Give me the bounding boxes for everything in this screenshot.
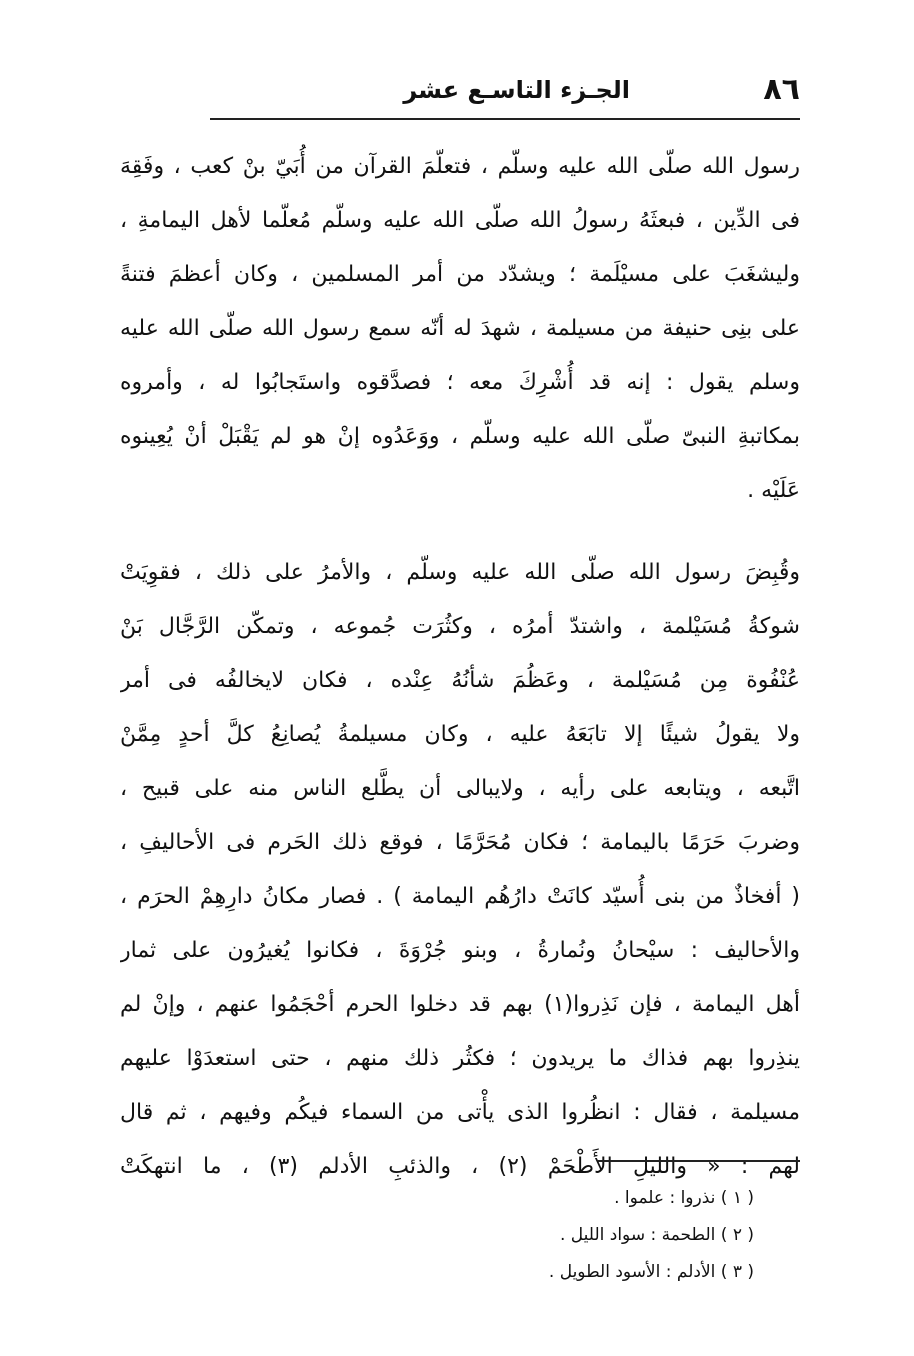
text-line: شوكةُ مُسَيْلمة ، واشتدّ أمرُه ، وكثُرَت جُموعه ، وتمكّن الرَّجَّال بَنْ [120, 614, 800, 639]
text-line: مسيلمة ، فقال : انظُروا الذى يأْتى من السماء فيكُم وفيهم ، ثم قال [120, 1100, 800, 1125]
text-line: ينذِروا بهم فذاك ما يريدون ؛ فكثُر ذلك منهم ، حتى استعدَوْا عليهم [120, 1046, 800, 1071]
text-line: ولا يقولُ شيئًا إلا تابَعَهُ عليه ، وكان مسيلمةُ يُصانِعُ كلَّ أحدٍ مِمَّنْ [120, 722, 800, 747]
paragraph [120, 546, 800, 1194]
text-line: بمكاتبةِ النبىّ صلّى الله عليه وسلّم ، ووَعَدُوه إنْ هو لم يَقْبَلْ أنْ يُعِينوه [120, 424, 800, 449]
footnote-divider [598, 1160, 800, 1162]
text-line: لهم : « والليلِ الأَطْحَمْ (٢) ، والذئبِ الأدلم (٣) ، ما انتهكَتْ [120, 1154, 800, 1179]
page-number: ٨٦ [763, 72, 800, 107]
footnote: ( ٣ ) الأدلم : الأسود الطويل . [548, 1262, 754, 1282]
paragraph [120, 140, 800, 518]
footnote: ( ١ ) نذروا : علموا . [614, 1188, 754, 1208]
text-line: ( أفخاذٌ من بنى أُسيّد كانَتْ دارُهُم اليمامة ) . فصار مكانُ دارِهِمْ الحرَم ، [120, 884, 800, 909]
main-text [120, 140, 800, 1194]
text-line: عَلَيْه . [747, 478, 800, 503]
text-line: رسول الله صلّى الله عليه وسلّم ، فتعلّمَ القرآن من أُبَيّ بنْ كعب ، وفَقِهَ [120, 154, 800, 179]
text-line: على بنِى حنيفة من مسيلمة ، شهدَ له أنّه سمع رسول الله صلّى الله عليه [120, 316, 800, 341]
footnotes [254, 1180, 754, 1291]
text-line: أهل اليمامة ، فإن نَذِروا(١) بهم قد دخلوا الحرم أحْجَمُوا عنهم ، وإنْ لم [120, 992, 800, 1017]
text-line: وليشغَبَ على مسيْلَمة ؛ ويشدّد من أمر المسلمين ، وكان أعظمَ فتنةً [120, 262, 800, 287]
page-header [205, 70, 800, 118]
text-line: وقُبِضَ رسول الله صلّى الله عليه وسلّم ، والأمرُ على ذلك ، فقوِيَتْ [120, 560, 800, 585]
text-line: وضربَ حَرَمًا باليمامة ؛ فكان مُحَرَّمًا ، فوقع ذلك الحَرم فى الأحاليفِ ، [120, 830, 800, 855]
text-line: فى الدِّين ، فبعثَهُ رسولُ الله صلّى الله عليه وسلّم مُعلّما لأهل اليمامةِ ، [120, 208, 800, 233]
text-line: والأحاليف : سيْحانُ ونُمارةُ ، وبنو جُرْوَةَ ، فكانوا يُغيرُون على ثمار [120, 938, 800, 963]
footnote: ( ٢ ) الطحمة : سواد الليل . [560, 1225, 754, 1245]
text-line: وسلم يقول : إنه قد أُشْرِكَ معه ؛ فصدَّقوه واستَجابُوا له ، وأمروه [120, 370, 800, 395]
text-line: عُنْفُوة مِن مُسَيْلمة ، وعَظُمَ شأنُهُ عِنْده ، فكان لايخالفُه فى أمر [120, 668, 800, 693]
running-title: الجـزء التاسـع عشر [403, 76, 630, 104]
paragraph-gap [120, 518, 800, 546]
text-line: اتَّبعه ، ويتابعه على رأيه ، ولايبالى أن يطَّلع الناس منه على قبيح ، [120, 776, 800, 801]
header-divider [210, 118, 800, 120]
